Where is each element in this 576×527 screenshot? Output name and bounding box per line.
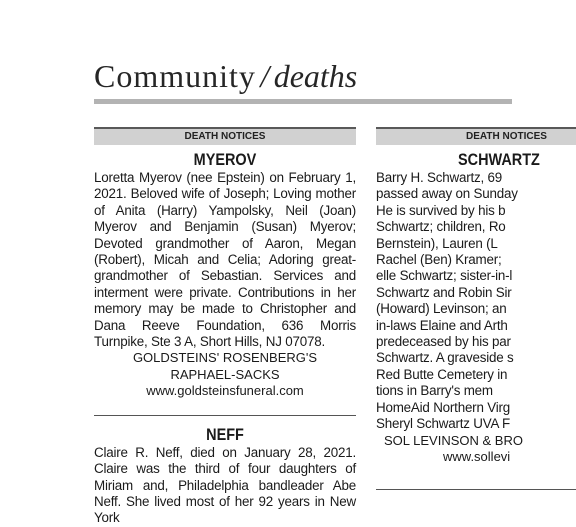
text-line: Schwartz and Robin Sir [376,284,512,300]
notice-text-schwartz [376,170,576,433]
notice-divider [376,489,576,490]
text-line: in-laws Elaine and Arth [376,317,508,333]
text-line: Schwartz; children, Ro [376,219,506,235]
text-line: Schwartz. A graveside s [376,350,514,366]
death-notices-label: DEATH NOTICES [94,127,356,145]
notice-divider [94,415,356,416]
text-line: Bernstein), Lauren (L [376,235,498,251]
funeral-home-line: SOL LEVINSON & BRO [384,432,523,448]
notice-text-myerov: Loretta Myerov (nee Epstein) on February 1, 2021. Beloved wife of Joseph; Loving mother of Anita (Harry) Yampolsky, Neil (Joan) Myerov and Benjamin (Susan) Myerov; Devoted grandmother of Aaron, Megan (Robert), Micah and Celia; Adoring great-grandmother of Sebastian. Services and interment were private. Contributions in her memory may be made to Christopher and Dana Reeve Foundation, 636 Morris Turnpike, Ste 3 A, Short Hills, NJ 07078. [94,170,356,350]
text-line: predeceased by his par [376,334,511,350]
text-line: Sheryl Schwartz UVA F [376,416,510,432]
notice-name-schwartz: SCHWARTZ [458,150,540,169]
funeral-home-line: GOLDSTEINS' ROSENBERG'S [132,350,318,366]
text-line: passed away on Sunday [376,186,518,202]
funeral-home-website: www.sollevi [443,448,511,464]
funeral-home-website: www.goldsteinsfuneral.com [146,383,304,399]
notice-text-neff: Claire R. Neff, died on January 28, 2021. Claire was the third of four daughters of Miriam and, Philadelphia bandleader Abe Neff. She lived most of her 92 years in New York [94,444,356,526]
section-separator: / [260,58,270,94]
text-line: Rachel (Ben) Kramer; [376,252,502,268]
text-line: Barry H. Schwartz, 69 [376,170,503,185]
section-subtitle: deaths [273,58,358,94]
notice-name-neff: NEFF [206,424,244,444]
death-notices-label: DEATH NOTICES [376,127,576,145]
header-rule [94,99,512,104]
text-line: Red Butte Cemetery in [376,366,508,382]
text-line: elle Schwartz; sister-in-l [376,268,513,284]
death-notices-column-right [376,127,576,490]
death-notices-column-left [94,127,356,527]
section-title: Community [94,58,256,94]
text-line: tions in Barry's mem [376,383,493,399]
text-line: He is survived by his b [376,202,506,218]
text-line: (Howard) Levinson; an [376,301,507,317]
notice-name-myerov: MYEROV [193,150,257,169]
funeral-home-line: RAPHAEL-SACKS [170,366,280,382]
text-line: HomeAid Northern Virg [376,399,510,415]
